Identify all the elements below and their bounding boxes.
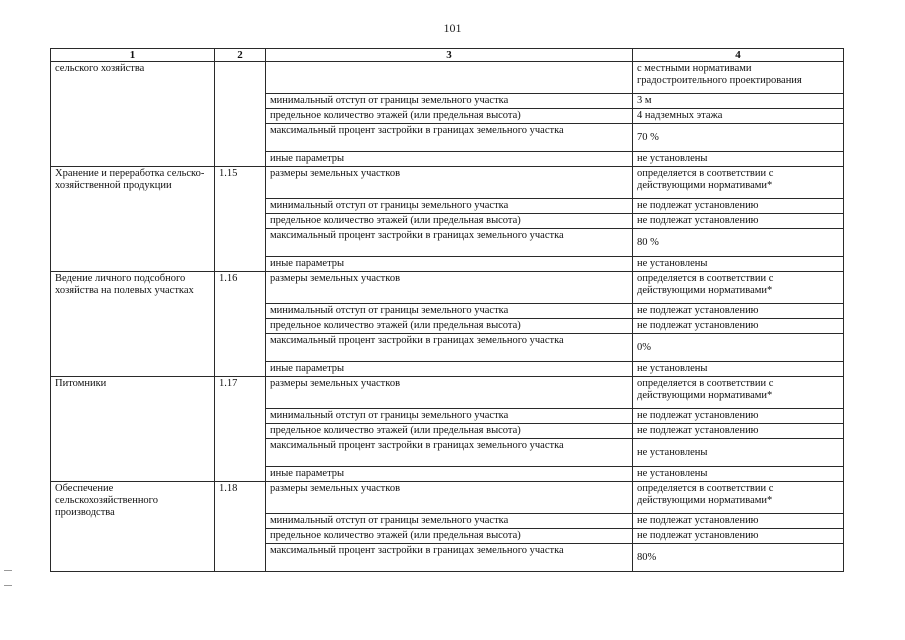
parameter-cell: минимальный отступ от границы земельного участка xyxy=(266,94,633,109)
parameter-cell: максимальный процент застройки в границах земельного участка xyxy=(266,439,633,467)
value-cell: не подлежат установлению xyxy=(633,319,844,334)
header-col-4: 4 xyxy=(633,49,844,62)
value-cell: не установлены xyxy=(633,439,844,467)
parameter-cell xyxy=(266,62,633,94)
parameter-cell: максимальный процент застройки в границах земельного участка xyxy=(266,229,633,257)
margin-mark xyxy=(4,570,12,586)
value-cell: 80% xyxy=(633,544,844,572)
land-use-name: Питомники xyxy=(51,377,215,482)
value-cell: не подлежат установлению xyxy=(633,304,844,319)
parameter-cell: предельное количество этажей (или предельная высота) xyxy=(266,319,633,334)
parameter-cell: размеры земельных участков xyxy=(266,482,633,514)
parameter-cell: размеры земельных участков xyxy=(266,377,633,409)
table-row xyxy=(51,167,844,199)
parameter-cell: размеры земельных участков xyxy=(266,272,633,304)
value-cell: определяется в соответствии с действующими нормативами* xyxy=(633,377,844,409)
parameter-cell: минимальный отступ от границы земельного участка xyxy=(266,199,633,214)
value-cell: 0% xyxy=(633,334,844,362)
value-cell: не установлены xyxy=(633,257,844,272)
header-row xyxy=(51,49,844,62)
value-cell: не подлежат установлению xyxy=(633,529,844,544)
table-row xyxy=(51,377,844,409)
parameter-cell: максимальный процент застройки в границах земельного участка xyxy=(266,124,633,152)
table-row xyxy=(51,482,844,514)
value-cell: не установлены xyxy=(633,152,844,167)
parameter-cell: иные параметры xyxy=(266,152,633,167)
land-use-name: Хранение и переработка сельско-хозяйственной продукции xyxy=(51,167,215,272)
value-cell: не подлежат установлению xyxy=(633,214,844,229)
land-use-name: сельского хозяйства xyxy=(51,62,215,167)
parameter-cell: предельное количество этажей (или предельная высота) xyxy=(266,214,633,229)
parameter-cell: минимальный отступ от границы земельного участка xyxy=(266,304,633,319)
value-cell: 80 % xyxy=(633,229,844,257)
parameter-cell: иные параметры xyxy=(266,467,633,482)
land-use-code: 1.15 xyxy=(215,167,266,272)
regulations-table xyxy=(50,48,844,572)
value-cell: определяется в соответствии с действующими нормативами* xyxy=(633,167,844,199)
land-use-name: Ведение личного подсобного хозяйства на полевых участках xyxy=(51,272,215,377)
value-cell: 3 м xyxy=(633,94,844,109)
parameter-cell: размеры земельных участков xyxy=(266,167,633,199)
land-use-code xyxy=(215,62,266,167)
table-row xyxy=(51,62,844,94)
parameter-cell: минимальный отступ от границы земельного участка xyxy=(266,409,633,424)
value-cell: не подлежат установлению xyxy=(633,409,844,424)
parameter-cell: максимальный процент застройки в границах земельного участка xyxy=(266,334,633,362)
page-number: 101 xyxy=(443,21,462,35)
parameter-cell: иные параметры xyxy=(266,362,633,377)
value-cell: определяется в соответствии с действующими нормативами* xyxy=(633,482,844,514)
parameter-cell: минимальный отступ от границы земельного участка xyxy=(266,514,633,529)
value-cell: не подлежат установлению xyxy=(633,199,844,214)
value-cell: не установлены xyxy=(633,467,844,482)
value-cell: с местными нормативами градостроительного проектирования xyxy=(633,62,844,94)
land-use-code: 1.16 xyxy=(215,272,266,377)
parameter-cell: предельное количество этажей (или предельная высота) xyxy=(266,529,633,544)
land-use-code: 1.17 xyxy=(215,377,266,482)
value-cell: определяется в соответствии с действующими нормативами* xyxy=(633,272,844,304)
parameter-cell: иные параметры xyxy=(266,257,633,272)
value-cell: 4 надземных этажа xyxy=(633,109,844,124)
value-cell: не подлежат установлению xyxy=(633,424,844,439)
header-col-2: 2 xyxy=(215,49,266,62)
parameter-cell: предельное количество этажей (или предельная высота) xyxy=(266,424,633,439)
land-use-name: Обеспечение сельскохозяйственного производства xyxy=(51,482,215,572)
value-cell: не подлежат установлению xyxy=(633,514,844,529)
header-col-1: 1 xyxy=(51,49,215,62)
land-use-code: 1.18 xyxy=(215,482,266,572)
parameter-cell: предельное количество этажей (или предельная высота) xyxy=(266,109,633,124)
table-header xyxy=(51,49,844,62)
parameter-cell: максимальный процент застройки в границах земельного участка xyxy=(266,544,633,572)
table-row xyxy=(51,272,844,304)
header-col-3: 3 xyxy=(266,49,633,62)
value-cell: не установлены xyxy=(633,362,844,377)
table-body xyxy=(51,62,844,572)
value-cell: 70 % xyxy=(633,124,844,152)
